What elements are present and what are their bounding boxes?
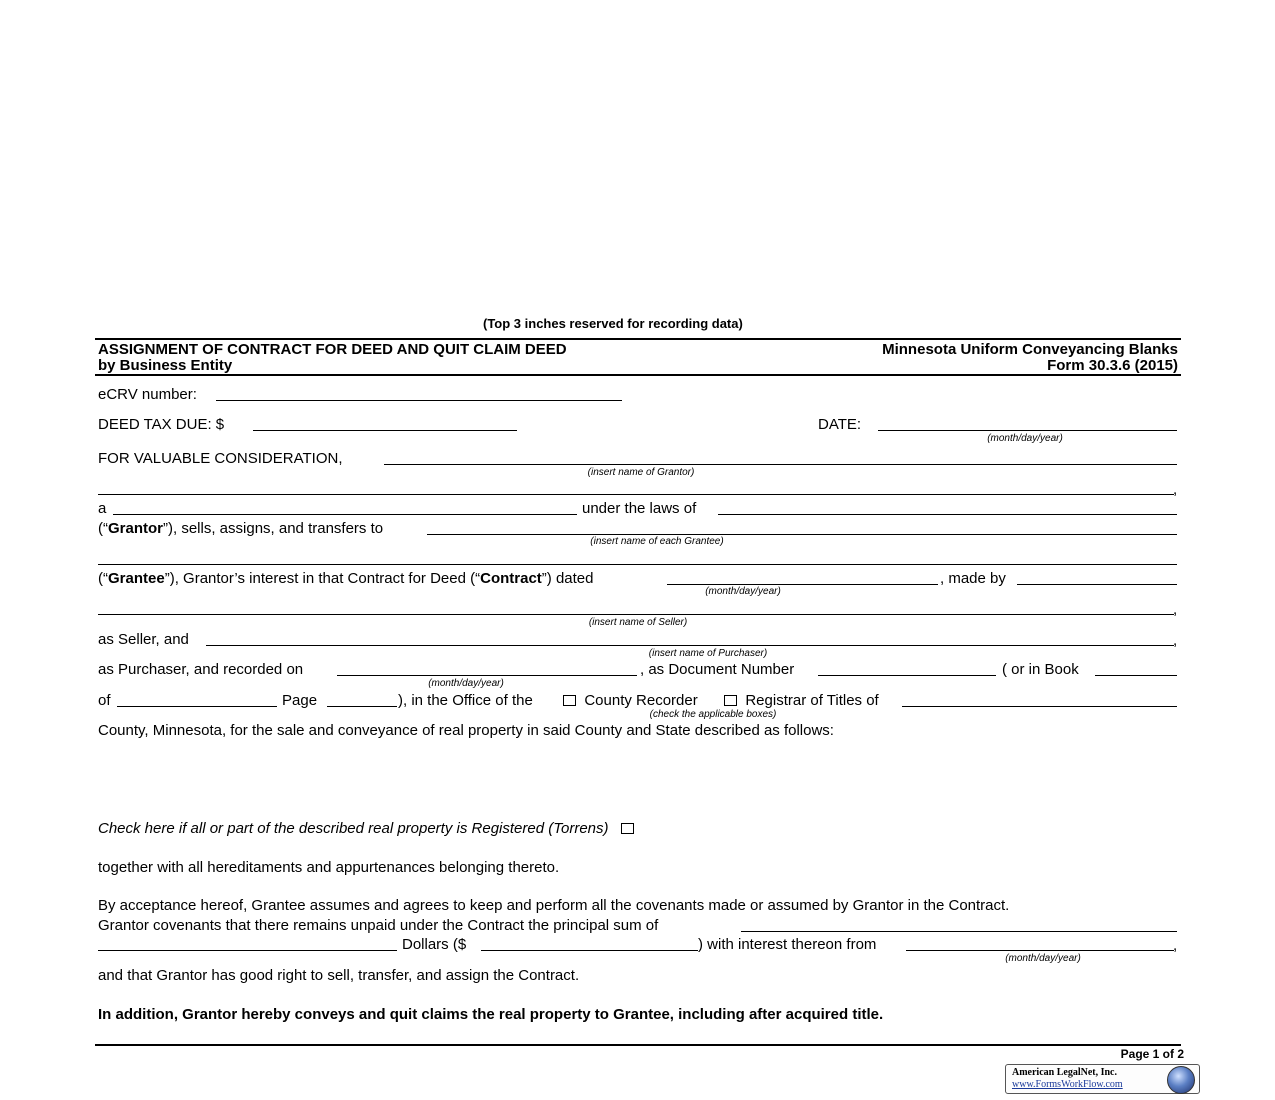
footer-rule [95, 1044, 1181, 1046]
seller-caption: (insert name of Seller) [588, 617, 688, 628]
logo-company: American LegalNet, Inc. [1012, 1067, 1117, 1078]
office-label: ), in the Office of the [398, 692, 533, 709]
county-name-field[interactable] [902, 706, 1177, 707]
grantor-sells-text: (“Grantor”), sells, assigns, and transfers to [98, 520, 384, 537]
good-right-text: and that Grantor has good right to sell, transfer, and assign the Contract. [98, 967, 580, 984]
of-label: of [98, 692, 111, 709]
date-field[interactable] [878, 430, 1177, 431]
as-purchaser-label: as Purchaser, and recorded on [98, 661, 304, 678]
american-legalnet-logo[interactable] [1005, 1064, 1200, 1094]
interest-from-label: ) with interest thereon from [698, 936, 877, 953]
deed-tax-label: DEED TAX DUE: $ [98, 416, 225, 433]
comma: , [1173, 632, 1178, 649]
jurisdiction-field[interactable] [718, 514, 1177, 515]
doc-number-label: , as Document Number [640, 661, 795, 678]
together-text: together with all hereditaments and appurtenances belonging thereto. [98, 859, 560, 876]
interest-date-field[interactable] [906, 950, 1174, 951]
principal-words-field[interactable] [98, 950, 397, 951]
made-by-label: , made by [940, 570, 1006, 587]
logo-url[interactable]: www.FormsWorkFlow.com [1012, 1079, 1123, 1090]
grantor-name-field-2[interactable] [98, 494, 1174, 495]
book-of-field[interactable] [117, 706, 277, 707]
date-caption: (month/day/year) [987, 433, 1063, 444]
grantor-caption: (insert name of Grantor) [587, 467, 695, 478]
grantor-name-field[interactable] [384, 464, 1177, 465]
recorded-date-caption: (month/day/year) [428, 678, 504, 689]
ecrv-label: eCRV number: [98, 386, 197, 403]
grantee-interest-text: (“Grantee”), Grantor’s interest in that Contract for Deed (“Contract”) dated [98, 570, 594, 587]
grantee-name-field[interactable] [427, 534, 1177, 535]
registrar-option[interactable]: Registrar of Titles of [724, 692, 879, 709]
principal-amount-field[interactable] [481, 950, 698, 951]
form-number: Form 30.3.6 (2015) [1047, 357, 1178, 374]
document-number-field[interactable] [818, 675, 996, 676]
entity-type-field[interactable] [113, 514, 577, 515]
county-recorder-checkbox[interactable] [563, 695, 576, 706]
torrens-text: Check here if all or part of the described real property is Registered (Torrens) [98, 820, 634, 837]
grantee-caption: (insert name of each Grantee) [590, 536, 724, 547]
grantee-name-field-2[interactable] [98, 564, 1177, 565]
header-top-rule [95, 338, 1181, 340]
form-title: ASSIGNMENT OF CONTRACT FOR DEED AND QUIT CLAIM DEED [98, 341, 567, 358]
book-field[interactable] [1095, 675, 1177, 676]
seller-name-field-2[interactable] [98, 614, 1174, 615]
form-subtitle: by Business Entity [98, 357, 233, 374]
contract-date-caption: (month/day/year) [705, 586, 781, 597]
ecrv-number-field[interactable] [216, 400, 622, 401]
comma: , [1173, 481, 1178, 498]
acceptance-text: By acceptance hereof, Grantee assumes and agrees to keep and perform all the covenants made or assumed by Grantor in the Contract. [98, 897, 1010, 914]
page-number: Page 1 of 2 [1120, 1047, 1184, 1061]
legal-description-area[interactable] [98, 744, 1177, 814]
page-field[interactable] [327, 706, 397, 707]
quit-claim-text: In addition, Grantor hereby conveys and quit claims the real property to Grantee, including after acquired title. [98, 1006, 884, 1023]
county-recorder-option[interactable]: County Recorder [563, 692, 698, 709]
header-bottom-rule [95, 374, 1181, 376]
deed-tax-field[interactable] [253, 430, 517, 431]
as-seller-label: as Seller, and [98, 631, 189, 648]
publisher-name: Minnesota Uniform Conveyancing Blanks [882, 341, 1178, 358]
seller-name-field[interactable] [1017, 584, 1177, 585]
or-in-book-label: ( or in Book [1002, 661, 1079, 678]
page-label: Page [282, 692, 318, 709]
principal-sum-field[interactable] [741, 931, 1177, 932]
comma: , [1173, 937, 1178, 954]
purchaser-caption: (insert name of Purchaser) [648, 648, 768, 659]
under-laws-label: under the laws of [582, 500, 697, 517]
globe-icon [1167, 1066, 1195, 1094]
date-label: DATE: [818, 416, 862, 433]
interest-date-caption: (month/day/year) [1005, 953, 1081, 964]
comma: , [1173, 601, 1178, 618]
contract-date-field[interactable] [667, 584, 938, 585]
registrar-checkbox[interactable] [724, 695, 737, 706]
reserved-space-note: (Top 3 inches reserved for recording data) [483, 316, 743, 331]
torrens-checkbox[interactable] [621, 823, 634, 834]
recorded-date-field[interactable] [337, 675, 637, 676]
check-caption: (check the applicable boxes) [649, 709, 777, 720]
purchaser-name-field[interactable] [206, 645, 1174, 646]
county-minnesota-text: County, Minnesota, for the sale and conveyance of real property in said County and State described as follows: [98, 722, 834, 739]
dollars-label: Dollars ($ [402, 936, 467, 953]
covenants-text: Grantor covenants that there remains unpaid under the Contract the principal sum of [98, 917, 659, 934]
a-label: a [98, 500, 107, 517]
consideration-label: FOR VALUABLE CONSIDERATION, [98, 450, 343, 467]
